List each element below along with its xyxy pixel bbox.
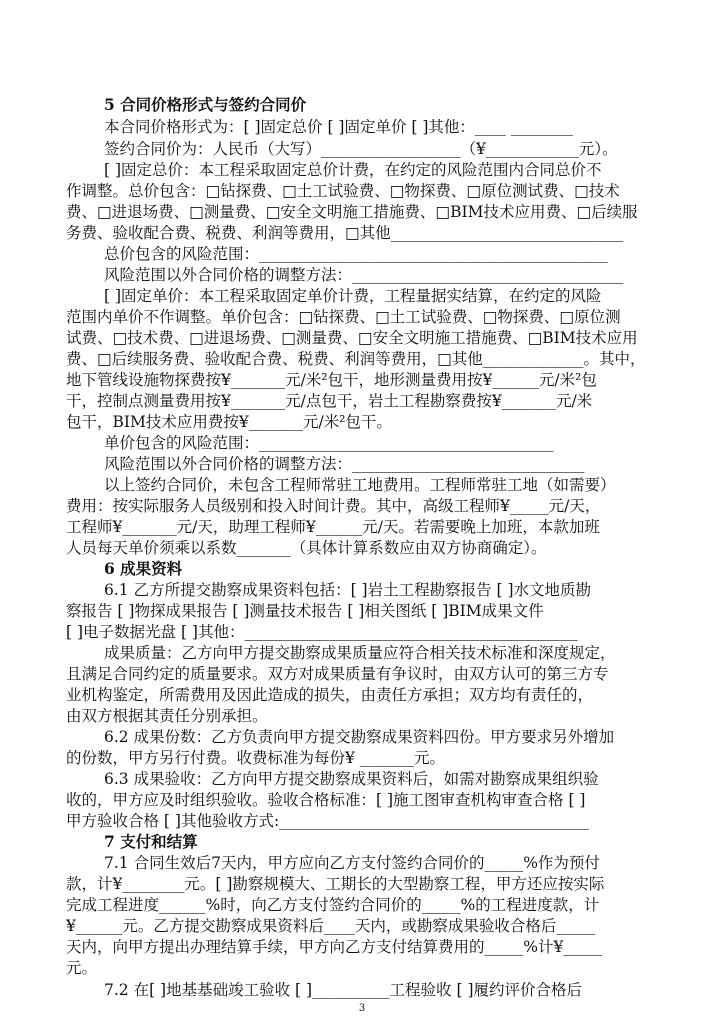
paragraph-line: 以上签约合同价，未包含工程师常驻工地费用。工程师常驻工地（如需要） <box>104 476 616 494</box>
paragraph-line: 范围内单价不作调整。单价包含：□钻探费、□土工试验费、□物探费、□原位测 <box>66 308 621 326</box>
paragraph-line: 甲方验收合格 [ ]其他验收方式:________________________________________ <box>66 812 590 830</box>
paragraph-line: 地下管线设施物探费按¥_______元/米²包干，地形测量费用按¥______元/米²包 <box>66 371 597 389</box>
paragraph-line: 干，控制点测量费用按¥_______元/点包干，岩土工程勘察费按¥_______元/米 <box>66 392 593 410</box>
heading-section-5: 5 合同价格形式与签约合同价 <box>104 95 307 114</box>
paragraph-line: 由双方根据其责任分别承担。 <box>66 707 268 725</box>
contract-price-form-line: 本合同价格形式为：[ ]固定总价 [ ]固定单价 [ ]其他：____ ________ <box>104 118 573 136</box>
paragraph-line: 元。 <box>66 959 98 977</box>
paragraph-line: 成果质量：乙方向甲方提交勘察成果质量应符合相关技术标准和深度规定， <box>104 644 616 662</box>
paragraph-line: 风险范围以外合同价格的调整方法：______________________________ <box>104 455 585 473</box>
page-number: 3 <box>358 1003 366 1014</box>
paragraph-line: 款，计¥________元。[ ]勘察规模大、工期长的大型勘察工程，甲方还应按实际 <box>66 875 605 893</box>
paragraph-line: 费、□后续服务费、验收配合费、税费、利润等费用，□其他_____________。其中， <box>66 350 646 368</box>
paragraph-line: 6.1 乙方所提交勘察成果资料包括：[ ]岩土工程勘察报告 [ ]水文地质勘 <box>104 581 592 599</box>
paragraph-line: [ ]固定单价：本工程采取固定单价计费，工程量据实结算，在约定的风险 <box>104 287 602 305</box>
paragraph-line: 费、□进退场费、□测量费、□安全文明施工措施费、□BIM技术应用费、□后续服 <box>66 203 638 221</box>
paragraph-line: 试费、□技术费、□进退场费、□测量费、□安全文明施工措施费、□BIM技术应用 <box>66 329 638 347</box>
paragraph-line: 6.3 成果验收：乙方向甲方提交勘察成果资料后，如需对勘察成果组织验 <box>104 770 599 788</box>
paragraph-line: 风险范围以外合同价格的调整方法：___________________________________ <box>104 266 624 284</box>
paragraph-line: 费用：按实际服务人员级别和投入时间计费。其中，高级工程师¥_____元/天， <box>66 497 601 515</box>
paragraph-line: 7.2 在[ ]地基基础竣工验收 [ ]__________工程验收 [ ]履约评价合格后 <box>104 981 582 999</box>
paragraph-line: 总价包含的风险范围：_____________________________________________ <box>104 245 608 263</box>
paragraph-line: 天内，向甲方提出办理结算手续，甲方向乙方支付结算费用的_____%计¥_____ <box>66 938 603 956</box>
heading-section-6: 6 成果资料 <box>104 559 183 578</box>
paragraph-line: 察报告 [ ]物探成果报告 [ ]测量技术报告 [ ]相关图纸 [ ]BIM成果文件 <box>66 602 544 620</box>
paragraph-line: 人员每天单价须乘以系数_______（具体计算系数应由双方协商确定）。 <box>66 539 547 557</box>
paragraph-line: 务费、验收配合费、税费、利润等费用，□其他______________________________ <box>66 224 624 242</box>
paragraph-line: 包干，BIM技术应用费按¥_______元/米²包干。 <box>66 413 392 431</box>
paragraph-line: 业机构鉴定，所需费用及因此造成的损失，由责任方承担；双方均有责任的， <box>66 686 594 704</box>
paragraph-line: 且满足合同约定的质量要求。双方对成果质量有争议时，由双方认可的第三方专 <box>66 665 609 683</box>
paragraph-line: 收的，甲方应及时组织验收。验收合格标准：[ ]施工图审查机构审查合格 [ ] <box>66 791 586 809</box>
paragraph-line: 的份数，甲方另行付费。收费标准为每份¥ _______元。 <box>66 749 446 767</box>
paragraph-line: 7.1 合同生效后7天内，甲方应向乙方支付签约合同价的_____%作为预付 <box>104 854 600 872</box>
paragraph-line: [ ]固定总价：本工程采取固定总价计费，在约定的风险范围内合同总价不 <box>104 161 602 179</box>
paragraph-line: ¥______元。乙方提交勘察成果资料后____天内，或勘察成果验收合格后_____ <box>66 917 596 935</box>
paragraph-line: 6.2 成果份数：乙方负责向甲方提交勘察成果资料四份。甲方要求另外增加 <box>104 728 615 746</box>
paragraph-line: [ ]电子数据光盘 [ ]其他：___________________________________________ <box>66 623 578 641</box>
paragraph-line: 完成工程进度______%时，向乙方支付签约合同价的_____%的工程进度款，计 <box>66 896 600 914</box>
contract-price-amount-line: 签约合同价为：人民币（大写）__________________（¥____________元）。 <box>104 140 618 158</box>
paragraph-line: 单价包含的风险范围：______________________________________ <box>104 434 554 452</box>
paragraph-line: 工程师¥_______元/天，助理工程师¥______元/天。若需要晚上加班，本款加班 <box>66 518 600 536</box>
heading-section-7: 7 支付和结算 <box>104 832 198 851</box>
paragraph-line: 作调整。总价包含：□钻探费、□土工试验费、□物探费、□原位测试费、□技术 <box>66 182 620 200</box>
